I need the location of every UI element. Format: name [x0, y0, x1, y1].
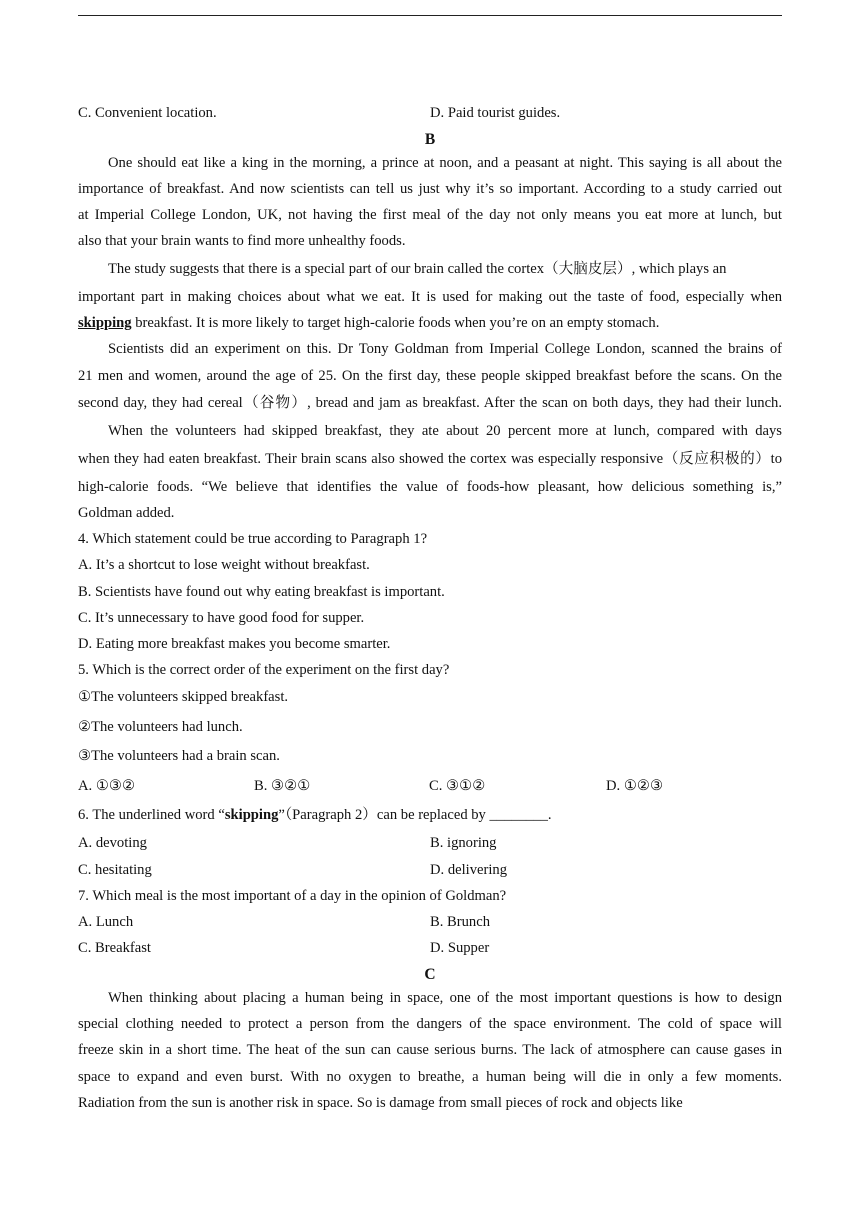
option-d: D. Eating more breakfast makes you become smarter. — [78, 636, 391, 652]
statement-3: ③The volunteers had a brain scan. — [78, 748, 280, 764]
text-line: 21 men and women, around the age of 25. On the first day, these people skipped breakfast before the scans. On the — [78, 368, 782, 384]
question-stem: 5. Which is the correct order of the experiment on the first day? — [78, 662, 450, 678]
header-rule — [78, 15, 782, 16]
option-b: B. Scientists have found out why eating breakfast is important. — [78, 584, 445, 600]
text-line: freeze skin in a short time. The heat of the sun can cause serious burns. The lack of atmosphere can cause gases in — [78, 1042, 782, 1058]
option-a: A. ①③② — [78, 778, 136, 794]
text-line: also that your brain wants to find more unhealthy foods. — [78, 233, 406, 249]
text-line — [78, 313, 782, 333]
question-stem: 4. Which statement could be true according to Paragraph 1? — [78, 531, 428, 547]
option-c: C. It’s unnecessary to have good food for supper. — [78, 610, 365, 626]
text-line: Radiation from the sun is another risk in space. So is damage from small pieces of rock and objects like — [78, 1095, 683, 1111]
section-b-heading: B — [424, 131, 436, 148]
text-line: When the volunteers had skipped breakfast, they ate about 20 percent more at lunch, compared with days — [108, 423, 782, 439]
text-line: when they had eaten breakfast. Their brain scans also showed the cortex was especially responsive（反应积极的）to — [78, 451, 782, 467]
text-line: Goldman added. — [78, 505, 175, 521]
option-d: D. delivering — [430, 862, 508, 878]
text-line: second day, they had cereal（谷物）, bread and jam as breakfast. After the scan on both days, they had their lunch. — [78, 395, 782, 411]
text-line: special clothing needed to protect a person from the dangers of the space environment. The cold of space will — [78, 1016, 782, 1032]
prev-option-c: C. Convenient location. — [78, 105, 217, 121]
text-line: at Imperial College London, UK, not having the first meal of the day not only means you eat more at lunch, but — [78, 207, 782, 223]
option-d: D. ①②③ — [606, 778, 664, 794]
option-a: A. It’s a shortcut to lose weight without breakfast. — [78, 557, 370, 573]
text-line: space to expand and even burst. With no oxygen to breathe, a human being will die in only a few moments. — [78, 1069, 782, 1085]
statement-2: ②The volunteers had lunch. — [78, 719, 243, 735]
bold-word: skipping — [224, 807, 279, 823]
option-c: C. Breakfast — [78, 940, 151, 956]
underlined-word: skipping — [78, 315, 132, 331]
option-b: B. ignoring — [430, 835, 497, 851]
text-line: When thinking about placing a human being in space, one of the most important questions is how to design — [108, 990, 782, 1006]
text-line: important part in making choices about what we eat. It is used for making out the taste of food, especially when — [78, 289, 782, 305]
option-b: B. ③②① — [254, 778, 311, 794]
text-span: 6. The underlined word “ — [78, 807, 225, 823]
option-b: B. Brunch — [430, 914, 490, 930]
text-line: The study suggests that there is a special part of our brain called the cortex（大脑皮层）, which plays an — [108, 261, 727, 277]
text-span: ”（Paragraph 2）can be replaced by ________. — [278, 807, 552, 823]
statement-1: ①The volunteers skipped breakfast. — [78, 689, 289, 705]
option-a: A. devoting — [78, 835, 147, 851]
text-line: Scientists did an experiment on this. Dr Tony Goldman from Imperial College London, scanned the brains of — [108, 341, 782, 357]
text-line: high-calorie foods. “We believe that identifies the value of foods-how pleasant, how delicious something is,” — [78, 479, 782, 495]
question-stem: 7. Which meal is the most important of a day in the opinion of Goldman? — [78, 888, 507, 904]
option-d: D. Supper — [430, 940, 490, 956]
text-span: breakfast. It is more likely to target high-calorie foods when you’re on an empty stomach. — [131, 315, 660, 331]
section-c-heading: C — [424, 966, 436, 983]
option-c: C. hesitating — [78, 862, 152, 878]
prev-option-d: D. Paid tourist guides. — [430, 105, 561, 121]
option-a: A. Lunch — [78, 914, 134, 930]
text-line: importance of breakfast. And now scientists can tell us just why it’s so important. According to a study carried out — [78, 181, 782, 197]
option-c: C. ③①② — [429, 778, 486, 794]
question-stem — [78, 805, 782, 825]
text-line: One should eat like a king in the morning, a prince at noon, and a peasant at night. This saying is all about the — [108, 155, 782, 171]
